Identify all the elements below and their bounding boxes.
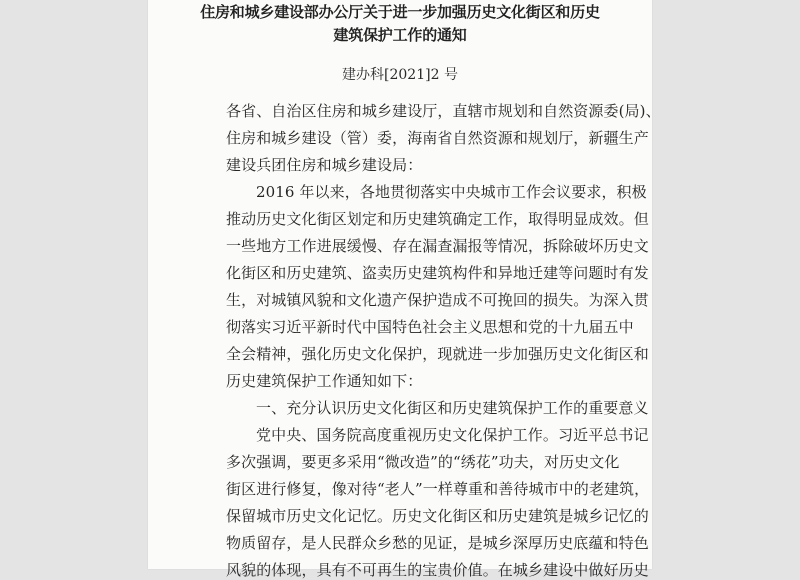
addressee-line: 各省、自治区住房和城乡建设厅，直辖市规划和自然资源委(局)、 [226,102,661,120]
body-line: 彻落实习近平新时代中国特色社会主义思想和党的十九届五中 [226,318,634,336]
body-line: 2016 年以来，各地贯彻落实中央城市工作会议要求，积极 [256,183,647,201]
document-page [148,0,661,579]
document-title-line-2: 建筑保护工作的通知 [333,26,467,44]
body-line: 物质留存，是人民群众乡愁的见证，是城乡深厚历史底蕴和特色 [226,534,649,552]
body-line: 历史建筑保护工作通知如下： [226,372,423,390]
addressee-line: 建设兵团住房和城乡建设局： [226,156,423,174]
addressee-line: 住房和城乡建设（管）委，海南省自然资源和规划厅，新疆生产 [226,129,649,147]
body-line: 全会精神，强化历史文化保护，现就进一步加强历史文化街区和 [226,345,649,363]
body-line: 推动历史文化街区划定和历史建筑确定工作，取得明显成效。但 [226,210,649,228]
body-line: 多次强调，要更多采用“微改造”的“绣花”功夫，对历史文化 [226,453,620,471]
document-title-line-1: 住房和城乡建设部办公厅关于进一步加强历史文化街区和历史 [200,3,600,21]
body-line: 保留城市历史文化记忆。历史文化街区和历史建筑是城乡记忆的 [226,507,649,525]
body-line: 风貌的体现，具有不可再生的宝贵价值。在城乡建设中做好历史 [226,561,649,579]
section-heading: 一、充分认识历史文化街区和历史建筑保护工作的重要意义 [256,399,649,417]
body-line: 化街区和历史建筑、盗卖历史建筑构件和异地迁建等问题时有发 [226,264,649,282]
body-line: 生，对城镇风貌和文化遗产保护造成不可挽回的损失。为深入贯 [226,291,649,309]
body-line: 一些地方工作进展缓慢、存在漏查漏报等情况，拆除破坏历史文 [226,237,649,255]
document-number: 建办科[2021]2 号 [342,67,458,83]
body-line: 党中央、国务院高度重视历史文化保护工作。习近平总书记 [256,426,649,444]
body-line: 街区进行修复，像对待“老人”一样尊重和善待城市中的老建筑， [226,480,650,498]
